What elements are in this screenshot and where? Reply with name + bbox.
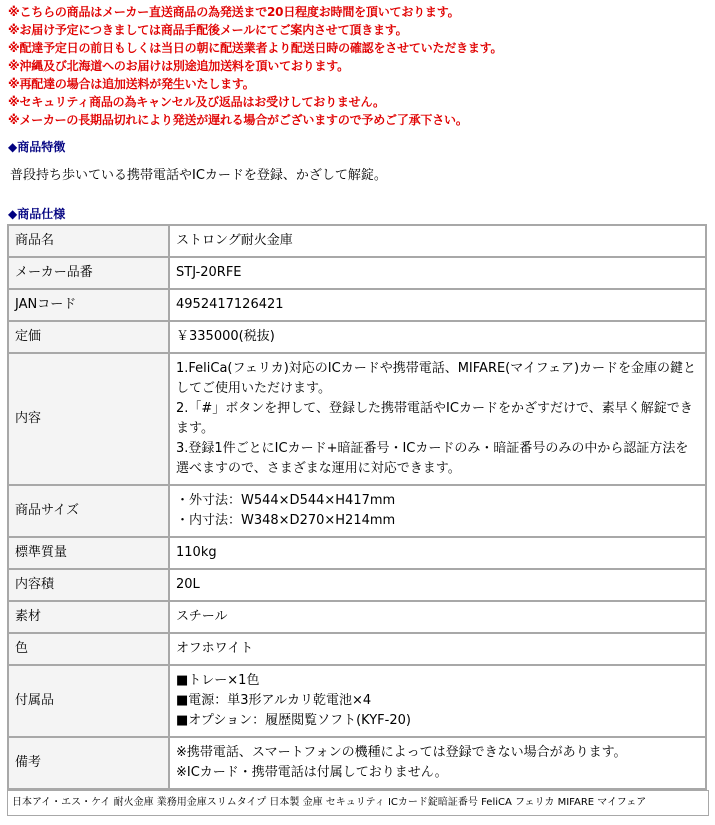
spec-value-line: 3.登録1件ごとにICカード+暗証番号・ICカードのみ・暗証番号のみの中から認証方法を選べますので、さまざまな運用に対応できます。 <box>176 441 689 476</box>
spec-label: JANコード <box>8 289 169 321</box>
table-row <box>8 353 706 485</box>
spec-value-line: ※ICカード・携帯電話は付属しておりません。 <box>176 765 448 780</box>
spec-label: 内容積 <box>8 569 169 601</box>
notice-line: ※沖縄及び北海道へのお届けは別途追加送料を頂いております。 <box>8 59 349 73</box>
table-row <box>8 257 706 289</box>
spec-value <box>169 485 706 537</box>
spec-value-line: 110kg <box>176 545 217 560</box>
spec-value-line: ・外寸法：W544×D544×H417mm <box>176 493 396 508</box>
spec-label: 標準質量 <box>8 537 169 569</box>
spec-label: 付属品 <box>8 665 169 737</box>
shipping-notices <box>8 3 708 129</box>
notice-line: ※再配達の場合は追加送料が発生いたします。 <box>8 77 255 91</box>
spec-label: 商品名 <box>8 225 169 257</box>
notice-line: ※お届け予定につきましては商品手配後メールにてご案内させて頂きます。 <box>8 23 408 37</box>
spec-value-line: ・内寸法：W348×D270×H214mm <box>176 513 396 528</box>
table-row <box>8 737 706 789</box>
spec-value <box>169 569 706 601</box>
spec-value-line: スチール <box>176 609 228 624</box>
specs-heading: ◆商品仕様 <box>8 207 66 221</box>
table-row <box>8 537 706 569</box>
spec-value-line: ストロング耐火金庫 <box>176 233 293 248</box>
spec-value <box>169 633 706 665</box>
spec-value-line: ■トレー×1色 <box>176 673 260 688</box>
notice-line: ※メーカーの長期品切れにより発送が遅れる場合がございますので予めご了承下さい。 <box>8 113 468 127</box>
table-row <box>8 569 706 601</box>
spec-value <box>169 257 706 289</box>
spec-label: 内容 <box>8 353 169 485</box>
table-row <box>8 665 706 737</box>
notice-line: ※配達予定日の前日もしくは当日の朝に配送業者より配送日時の確認をさせていただきます。 <box>8 41 503 55</box>
table-row <box>8 485 706 537</box>
spec-value <box>169 225 706 257</box>
spec-value <box>169 289 706 321</box>
spec-value <box>169 321 706 353</box>
features-text: 普段持ち歩いている携帯電話やICカードを登録、かざして解錠。 <box>10 168 387 183</box>
spec-value-line: STJ-20RFE <box>176 265 242 280</box>
spec-label: メーカー品番 <box>8 257 169 289</box>
spec-value <box>169 665 706 737</box>
notice-line: ※セキュリティ商品の為キャンセル及び返品はお受けしておりません。 <box>8 95 385 109</box>
table-row <box>8 289 706 321</box>
spec-value-line: 4952417126421 <box>176 297 284 312</box>
spec-value-line: オフホワイト <box>176 641 254 656</box>
spec-value-line: 20L <box>176 577 200 592</box>
spec-label: 商品サイズ <box>8 485 169 537</box>
spec-label: 素材 <box>8 601 169 633</box>
spec-value-line: ■オプション：履歴閲覧ソフト(KYF-20) <box>176 713 411 728</box>
table-row <box>8 321 706 353</box>
spec-value-line: ※携帯電話、スマートフォンの機種によっては登録できない場合があります。 <box>176 745 627 760</box>
table-row <box>8 601 706 633</box>
notice-line: ※こちらの商品はメーカー直送商品の為発送まで20日程度お時間を頂いております。 <box>8 5 460 19</box>
spec-label: 備考 <box>8 737 169 789</box>
keyword-footer: 日本アイ・エス・ケイ 耐火金庫 業務用金庫スリムタイプ 日本製 金庫 セキュリティ ICカード錠暗証番号 FeliCA フェリカ MIFARE マイフェア <box>7 790 709 816</box>
spec-value-line: ■電源：単3形アルカリ乾電池×4 <box>176 693 372 708</box>
spec-value <box>169 601 706 633</box>
table-row <box>8 633 706 665</box>
features-heading: ◆商品特徴 <box>8 140 66 154</box>
spec-value-line: 1.FeliCa(フェリカ)対応のICカードや携帯電話、MIFARE(マイフェア)カードを金庫の鍵としてご使用いただけます。 <box>176 361 697 396</box>
spec-value <box>169 353 706 485</box>
table-row <box>8 225 706 257</box>
spec-value-line: 2.「#」ボタンを押して、登録した携帯電話やICカードをかざすだけで、素早く解錠できます。 <box>176 401 693 436</box>
spec-value <box>169 737 706 789</box>
spec-label: 定価 <box>8 321 169 353</box>
spec-label: 色 <box>8 633 169 665</box>
spec-value <box>169 537 706 569</box>
spec-table <box>7 224 707 790</box>
spec-value-line: ￥335000(税抜) <box>176 329 275 344</box>
